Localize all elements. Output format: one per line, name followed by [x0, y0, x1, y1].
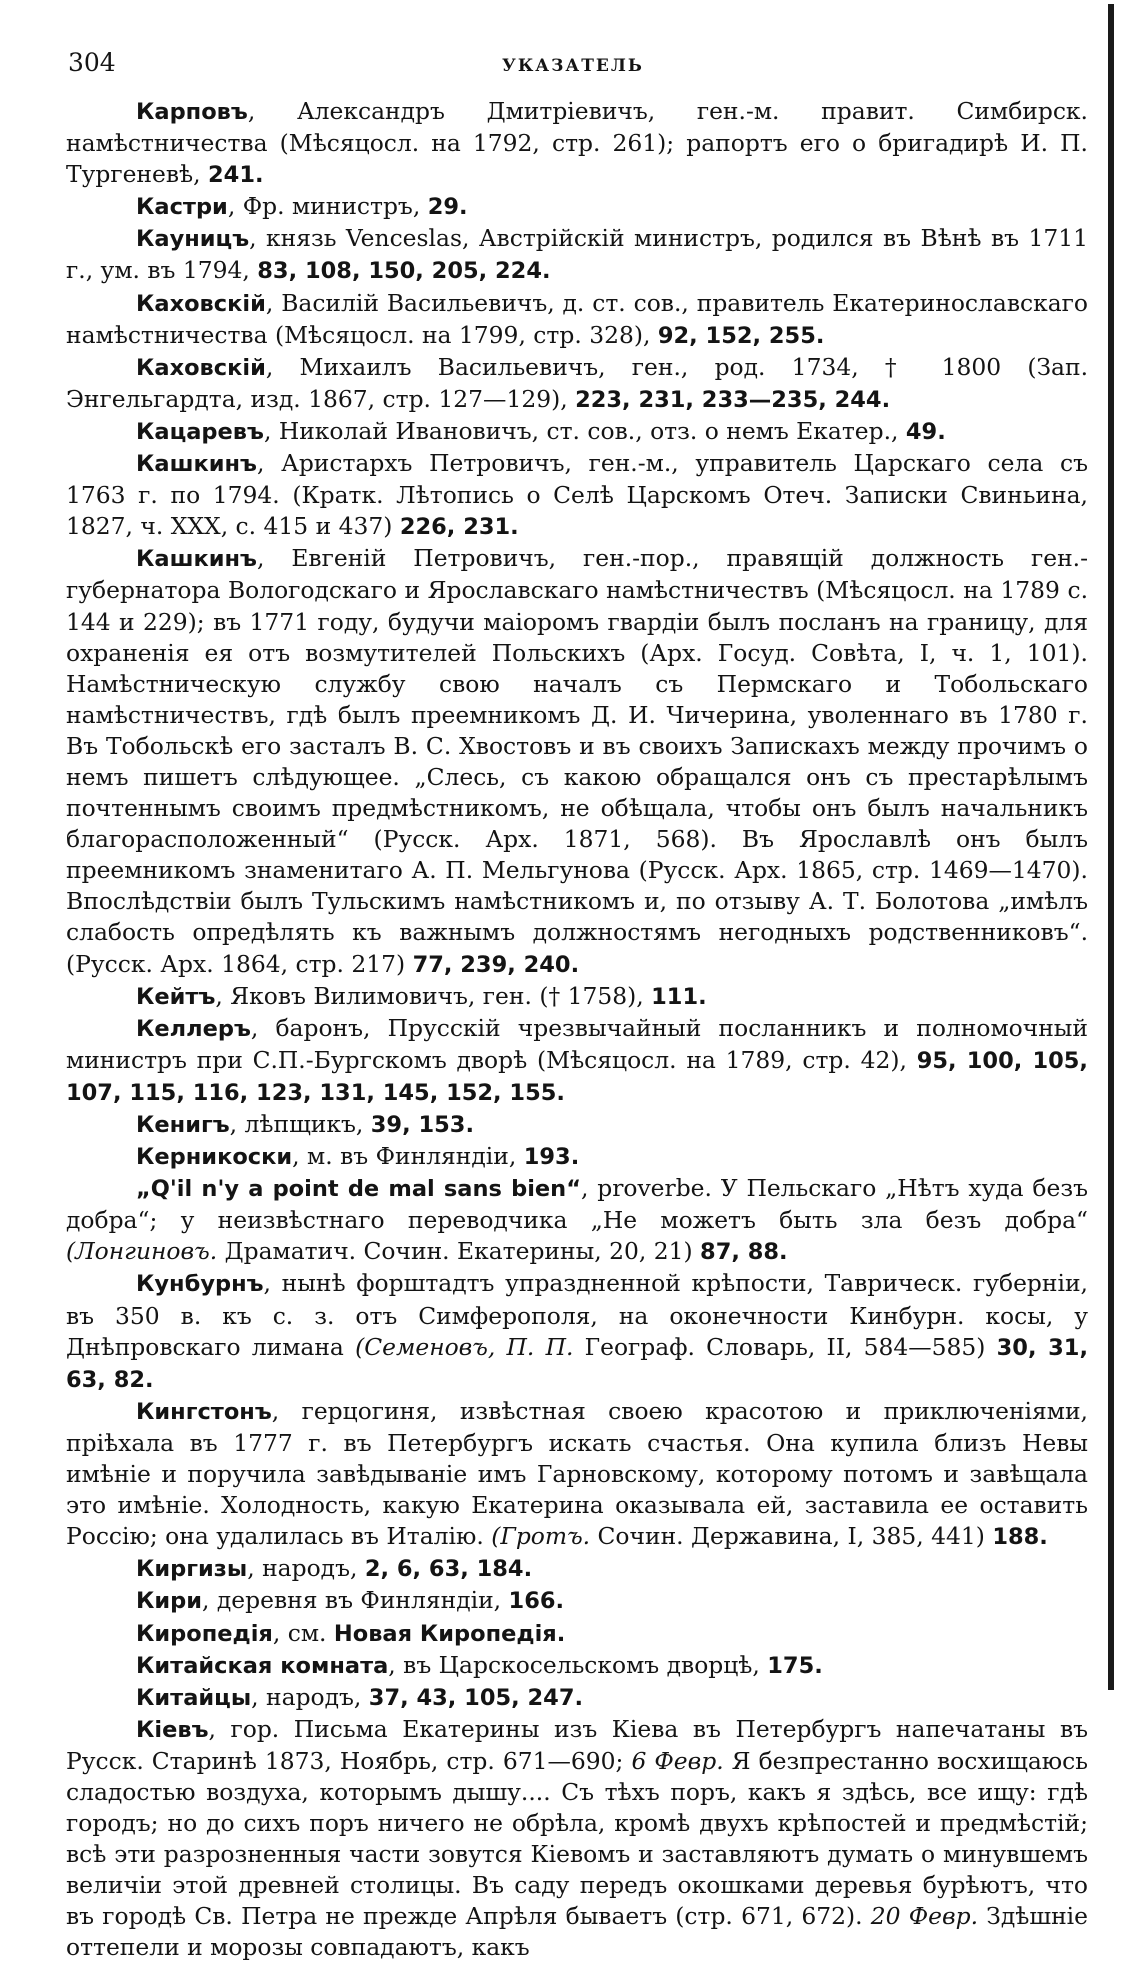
entry-text: Здѣшніе оттепели и морозы совпадаютъ, какъ: [66, 1902, 1088, 1962]
entry-page-refs: 77, 239, 240.: [412, 951, 580, 978]
entry-page-refs: Новая Киропедія.: [333, 1620, 566, 1647]
entry-source-italic: (Семеновъ, П. П.: [355, 1332, 574, 1361]
entry-headword: Карповъ: [136, 99, 248, 125]
index-entry: [66, 288, 1088, 352]
entry-page-refs: 29.: [427, 194, 468, 221]
entry-text: , Фр. министръ,: [227, 192, 428, 221]
entry-headword: Киропедія: [136, 1620, 273, 1647]
entry-text: , Александръ Дмитріевичъ, ген.-м. правит. Симбирск. намѣстничества (Мѣсяцосл. на 1792, стр. 261); рапортъ его о бригадирѣ И. П. Тургеневѣ,: [66, 97, 1088, 189]
entry-headword: Керникоски: [136, 1144, 293, 1171]
entry-headword: Кашкинъ: [136, 546, 257, 573]
entry-page-refs: 166.: [508, 1588, 565, 1615]
entry-page-refs: 49.: [905, 418, 946, 445]
entry-text: , Михаилъ Васильевичъ, ген., род. 1734, † 1800 (Зап. Энгельгардта, изд. 1867, стр. 127—129),: [66, 352, 1088, 413]
index-entry: [66, 1650, 1088, 1682]
entry-page-refs: 241.: [208, 162, 264, 189]
entry-source-italic: 6 Февр.: [631, 1746, 724, 1775]
entry-page-refs: 95, 100, 105, 107, 115, 116, 123, 131, 145, 152, 155.: [66, 1047, 1088, 1106]
entry-text: Сочин. Державина, I, 385, 441): [590, 1522, 993, 1551]
index-entry: [66, 352, 1088, 416]
running-title: УКАЗАТЕЛЬ: [502, 56, 644, 76]
entry-text: , см.: [272, 1618, 334, 1647]
entry-headword: Кіевъ: [136, 1716, 209, 1743]
index-entry: [66, 543, 1088, 980]
index-entry: [66, 1109, 1088, 1141]
entry-headword: Каховскій: [136, 290, 266, 317]
entry-headword: Китайцы: [136, 1684, 252, 1711]
entry-page-refs: 175.: [767, 1652, 823, 1679]
entry-text: , лѣпщикъ,: [229, 1110, 371, 1138]
index-entry: [66, 1141, 1088, 1173]
entry-headword: Кенигъ: [136, 1112, 230, 1138]
entry-text: , баронъ, Прусскій чрезвычайный посланникъ и полномочный министръ при С.П.-Бургскомъ дворѣ (Мѣсяцосл. на 1789, стр. 42),: [66, 1013, 1088, 1074]
entry-text: , proverbe. У Пельскаго „Нѣтъ худа безъ добра“; у неизвѣстнаго переводчика „Не можетъ быть зла безъ добра“: [66, 1174, 1088, 1235]
entry-headword: „Q'il n'y a point de mal sans bien“: [136, 1176, 581, 1203]
entry-text: Географ. Словарь, II, 584—585): [573, 1332, 997, 1361]
entry-text: , Евгеній Петровичъ, ген.-пор., правящій должность ген.-губернатора Вологодскаго и Ярославскаго намѣстничествъ (Мѣсяцосл. на 1789 с. 144 и 229); въ 1771 году, будучи маіоромъ гвардіи былъ посланъ на границу, для охраненія ея отъ возмутителей Польскихъ (Арх. Госуд. Совѣта, I, ч. 1, 101). Намѣстническую службу свою началъ съ Пермскаго и Тобольскаго намѣстничествъ, гдѣ былъ преемникомъ Д. И. Чичерина, уволеннаго въ 1780 г. Въ Тобольскѣ его засталъ В. С. Хвостовъ и въ своихъ Запискахъ между прочимъ о немъ пишетъ слѣдующее. „Слесь, съ какою обращался онъ съ престарѣлымъ почтеннымъ своимъ предмѣстникомъ, не обѣщала, чтобы онъ былъ начальникъ благорасположенный“ (Русск. Арх. 1871, 568). Въ Ярославлѣ онъ былъ преемникомъ знаменитаго А. П. Мельгунова (Русск. Арх. 1865, стр. 1469—1470). Впослѣдствіи былъ Тульскимъ намѣстникомъ и, по отзыву А. Т. Болотова „имѣлъ слабость опредѣлять къ важнымъ должностямъ негодныхъ родственниковъ“. (Русск. Арх. 1864, стр. 217): [66, 544, 1088, 978]
entry-page-refs: 39, 153.: [370, 1112, 474, 1138]
entry-text: , Василій Васильевичъ, д. ст. сов., правитель Екатеринославскаго намѣстничества (Мѣсяцосл. на 1799, стр. 328),: [66, 288, 1088, 349]
entry-text: Драматич. Сочин. Екатерины, 20, 21): [217, 1237, 701, 1266]
right-margin-rule: [1108, 4, 1114, 1690]
index-entry: [66, 1013, 1088, 1109]
entry-headword: Кастри: [136, 194, 228, 221]
index-entry: [66, 448, 1088, 543]
entry-page-refs: 83, 108, 150, 205, 224.: [257, 258, 551, 285]
index-entry: [66, 1173, 1088, 1268]
entry-source-italic: (Лонгиновъ.: [66, 1237, 218, 1266]
entry-page-refs: 223, 231, 233—235, 244.: [575, 386, 891, 413]
index-entry: [66, 1585, 1088, 1617]
entry-text: , деревня въ Финляндіи,: [202, 1586, 509, 1615]
entry-headword: Кири: [136, 1588, 203, 1615]
entry-headword: Кингстонъ: [136, 1398, 272, 1425]
entry-text: , народъ,: [251, 1682, 369, 1711]
entry-headword: Китайская комната: [136, 1652, 389, 1679]
entry-page-refs: 87, 88.: [700, 1239, 788, 1266]
entry-text: , въ Царскосельскомъ дворцѣ,: [388, 1650, 768, 1679]
index-entry: [66, 981, 1088, 1013]
entry-page-refs: 111.: [651, 983, 707, 1010]
page-number: 304: [68, 48, 116, 77]
entry-headword: Келлеръ: [136, 1015, 251, 1042]
entry-headword: Кауницъ: [136, 226, 250, 253]
entry-text: , Аристархъ Петровичъ, ген.-м., управитель Царскаго села съ 1763 г. по 1794. (Кратк. Лѣтопись о Селѣ Царскомъ Отеч. Записки Свиньина, 1827, ч. XXX, с. 415 и 437): [66, 449, 1088, 541]
entry-text: , Яковъ Вилимовичъ, ген. († 1758),: [215, 981, 652, 1010]
index-entry: [66, 223, 1088, 287]
entry-page-refs: 2, 6, 63, 184.: [364, 1556, 533, 1583]
entry-page-refs: 226, 231.: [399, 514, 519, 541]
entry-text: , гор. Письма Екатерины изъ Кіева въ Петербургъ напечатаны въ Русск. Старинѣ 1873, Ноябрь, стр. 671—690;: [66, 1714, 1088, 1775]
entry-text: , нынѣ форштадтъ упраздненной крѣпости, Таврическ. губерніи, въ 350 в. къ с. з. отъ Симферополя, на оконечности Кинбурн. косы, у Днѣпровскаго лимана: [66, 1269, 1088, 1361]
entry-source-italic: (Гротъ.: [491, 1522, 591, 1551]
entry-text: Я безпрестанно восхищаюсь сладостью воздуха, которымъ дышу.... Съ тѣхъ поръ, какъ я здѣсь, все ищу: гдѣ городъ; но до сихъ поръ ничего не обрѣла, кромѣ двухъ крѣпостей и предмѣстій; всѣ эти разрозненныя части зовутся Кіевомъ и заставляютъ думать о минувшемъ величіи этой древней столицы. Въ саду передъ окошками деревья бурѣютъ, что въ городѣ Св. Петра не прежде Апрѣля бываетъ (стр. 671, 672).: [66, 1746, 1088, 1931]
entry-headword: Кацаревъ: [136, 418, 264, 445]
index-entry: [66, 1396, 1088, 1553]
entry-page-refs: 188.: [992, 1524, 1048, 1551]
entry-headword: Кашкинъ: [136, 451, 257, 478]
entry-text: , герцогиня, извѣстная своею красотою и приключеніями, пріѣхала въ 1777 г. въ Петербургъ искать счастья. Она купила близъ Невы имѣніе и поручила завѣдываніе имъ Гарновскому, которому потомъ и завѣщала это имѣніе. Холодность, какую Екатерина оказывала ей, заставила ее оставить Россію; она удалилась въ Италію.: [66, 1396, 1088, 1551]
entry-headword: Каховскій: [136, 354, 266, 381]
index-entry: [66, 1682, 1088, 1714]
entry-page-refs: 30, 31, 63, 82.: [66, 1334, 1088, 1393]
entry-text: , князь Venceslas, Австрійскій министръ, родился въ Вѣнѣ въ 1711 г., ум. въ 1794,: [66, 224, 1088, 285]
index-entry: [66, 96, 1088, 191]
index-entry: [66, 1553, 1088, 1585]
entry-text: , м. въ Финляндіи,: [292, 1142, 524, 1171]
page-header: [68, 44, 1078, 84]
index-entry: [66, 1714, 1088, 1964]
index-entry: [66, 191, 1088, 223]
entry-headword: Киргизы: [136, 1556, 248, 1583]
index-entry: [66, 416, 1088, 448]
entry-page-refs: 193.: [523, 1144, 580, 1171]
entry-text: , народъ,: [247, 1554, 365, 1583]
index-entry: [66, 1268, 1088, 1395]
entry-headword: Кунбурнъ: [136, 1271, 264, 1298]
entry-headword: Кейтъ: [136, 983, 216, 1010]
entry-page-refs: 37, 43, 105, 247.: [368, 1684, 584, 1711]
index-entry: [66, 1618, 1088, 1650]
entry-page-refs: 92, 152, 255.: [657, 322, 825, 349]
index-body: [66, 96, 1088, 1964]
entry-text: , Николай Ивановичъ, ст. сов., отз. о немъ Екатер.,: [263, 416, 906, 445]
entry-date-italic: 20 Февр.: [870, 1902, 979, 1931]
